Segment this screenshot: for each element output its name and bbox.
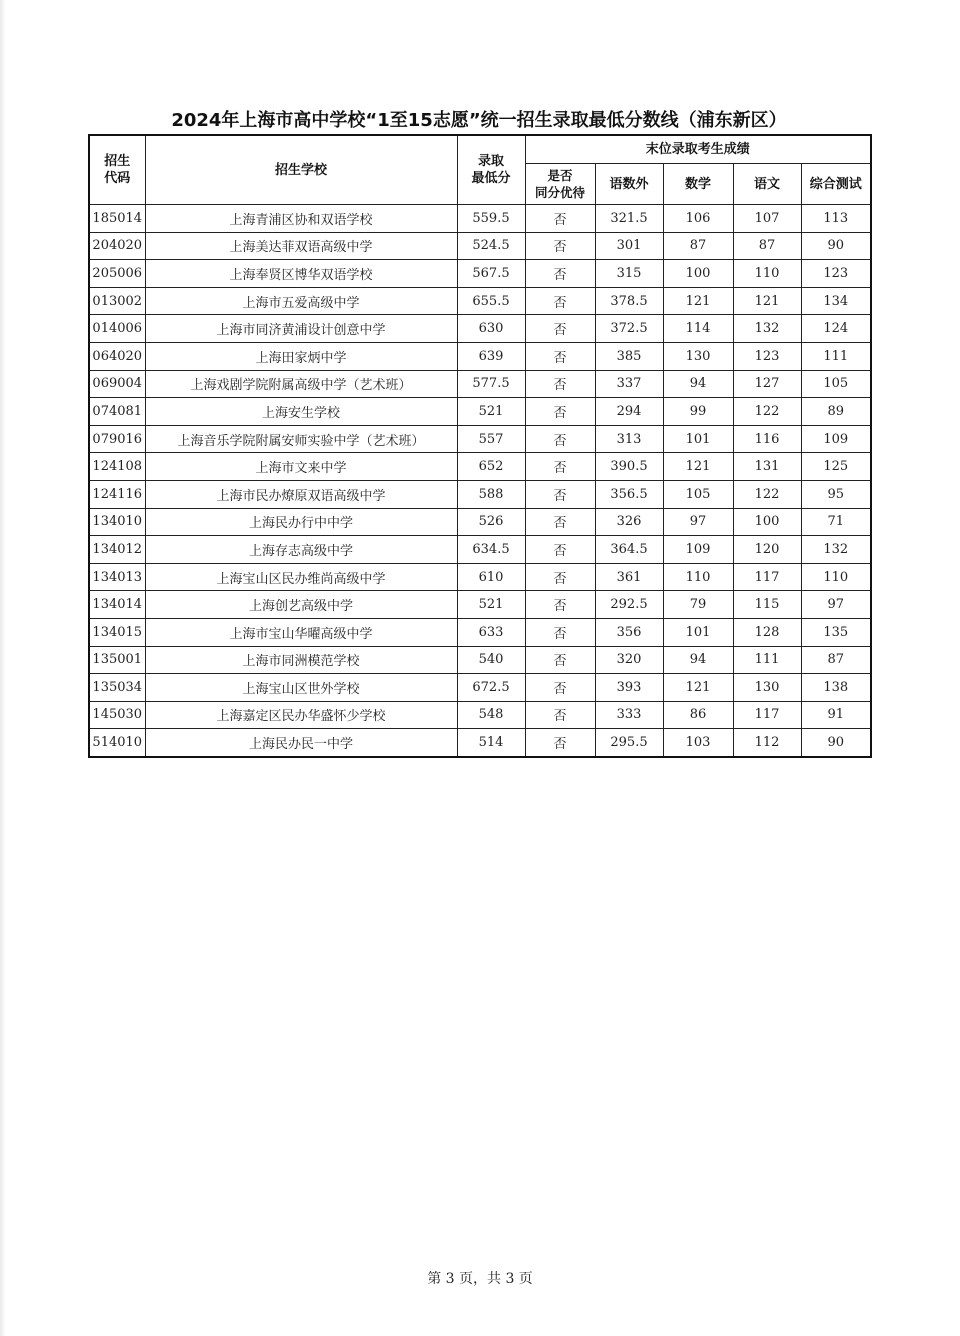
table-row xyxy=(89,591,871,619)
cell-same-score-priority: 否 xyxy=(525,563,595,591)
cell-min-score: 588 xyxy=(457,480,525,508)
cell-school: 上海民办行中中学 xyxy=(145,508,457,536)
cell-school: 上海民办民一中学 xyxy=(145,729,457,757)
cell-min-score: 557 xyxy=(457,425,525,453)
table-row xyxy=(89,674,871,702)
header-min-line2: 最低分 xyxy=(471,171,511,186)
cell-math: 121 xyxy=(663,287,733,315)
cell-chinese: 117 xyxy=(733,563,801,591)
cell-school: 上海市民办燎原双语高级中学 xyxy=(145,480,457,508)
cell-min-score: 524.5 xyxy=(457,232,525,260)
header-min-score xyxy=(457,135,525,205)
cell-chinese: 111 xyxy=(733,646,801,674)
table-header-row-1 xyxy=(89,135,871,164)
header-code xyxy=(89,135,145,205)
table-row xyxy=(89,398,871,426)
cell-min-score: 521 xyxy=(457,591,525,619)
header-comprehensive: 综合测试 xyxy=(801,164,871,205)
cell-code: 204020 xyxy=(89,232,145,260)
cell-same-score-priority: 否 xyxy=(525,453,595,481)
cell-same-score-priority: 否 xyxy=(525,205,595,233)
cell-math: 101 xyxy=(663,618,733,646)
cell-code: 079016 xyxy=(89,425,145,453)
cell-min-score: 559.5 xyxy=(457,205,525,233)
cell-comprehensive: 138 xyxy=(801,674,871,702)
table-row xyxy=(89,729,871,757)
cell-same-score-priority: 否 xyxy=(525,370,595,398)
cell-yu-shu-wai: 364.5 xyxy=(595,536,663,564)
cell-yu-shu-wai: 333 xyxy=(595,701,663,729)
table-row xyxy=(89,646,871,674)
cell-comprehensive: 91 xyxy=(801,701,871,729)
header-min-line1: 录取 xyxy=(477,154,504,169)
header-last-place-group: 末位录取考生成绩 xyxy=(525,135,871,164)
cell-chinese: 116 xyxy=(733,425,801,453)
cell-yu-shu-wai: 301 xyxy=(595,232,663,260)
cell-min-score: 577.5 xyxy=(457,370,525,398)
table-row xyxy=(89,287,871,315)
cell-comprehensive: 123 xyxy=(801,260,871,288)
cell-min-score: 633 xyxy=(457,618,525,646)
cell-math: 109 xyxy=(663,536,733,564)
cell-school: 上海美达菲双语高级中学 xyxy=(145,232,457,260)
cell-comprehensive: 105 xyxy=(801,370,871,398)
cell-school: 上海市五爱高级中学 xyxy=(145,287,457,315)
header-same-score-priority xyxy=(525,164,595,205)
cell-comprehensive: 109 xyxy=(801,425,871,453)
cell-math: 99 xyxy=(663,398,733,426)
page-number-label: 第 3 页，共 3 页 xyxy=(427,1271,533,1287)
cell-math: 106 xyxy=(663,205,733,233)
cell-yu-shu-wai: 378.5 xyxy=(595,287,663,315)
cell-school: 上海戏剧学院附属高级中学（艺术班） xyxy=(145,370,457,398)
cell-comprehensive: 132 xyxy=(801,536,871,564)
cell-school: 上海田家炳中学 xyxy=(145,342,457,370)
header-yu-shu-wai: 语数外 xyxy=(595,164,663,205)
cell-school: 上海奉贤区博华双语学校 xyxy=(145,260,457,288)
cell-yu-shu-wai: 361 xyxy=(595,563,663,591)
cell-school: 上海宝山区民办维尚高级中学 xyxy=(145,563,457,591)
cell-same-score-priority: 否 xyxy=(525,701,595,729)
cell-chinese: 107 xyxy=(733,205,801,233)
cell-chinese: 117 xyxy=(733,701,801,729)
cell-chinese: 112 xyxy=(733,729,801,757)
table-row xyxy=(89,315,871,343)
cell-same-score-priority: 否 xyxy=(525,674,595,702)
table-row xyxy=(89,618,871,646)
cell-comprehensive: 134 xyxy=(801,287,871,315)
cell-chinese: 122 xyxy=(733,398,801,426)
table-row xyxy=(89,370,871,398)
cell-yu-shu-wai: 390.5 xyxy=(595,453,663,481)
admission-score-table xyxy=(88,134,872,758)
cell-code: 134014 xyxy=(89,591,145,619)
table-body xyxy=(89,205,871,757)
cell-code: 134010 xyxy=(89,508,145,536)
cell-same-score-priority: 否 xyxy=(525,508,595,536)
cell-comprehensive: 124 xyxy=(801,315,871,343)
cell-min-score: 521 xyxy=(457,398,525,426)
cell-min-score: 652 xyxy=(457,453,525,481)
header-chinese: 语文 xyxy=(733,164,801,205)
cell-code: 013002 xyxy=(89,287,145,315)
cell-chinese: 120 xyxy=(733,536,801,564)
cell-yu-shu-wai: 393 xyxy=(595,674,663,702)
cell-min-score: 672.5 xyxy=(457,674,525,702)
table-row xyxy=(89,536,871,564)
cell-min-score: 655.5 xyxy=(457,287,525,315)
cell-school: 上海音乐学院附属安师实验中学（艺术班） xyxy=(145,425,457,453)
cell-comprehensive: 87 xyxy=(801,646,871,674)
cell-same-score-priority: 否 xyxy=(525,536,595,564)
cell-school: 上海创艺高级中学 xyxy=(145,591,457,619)
cell-chinese: 123 xyxy=(733,342,801,370)
cell-math: 105 xyxy=(663,480,733,508)
cell-same-score-priority: 否 xyxy=(525,260,595,288)
cell-comprehensive: 89 xyxy=(801,398,871,426)
cell-min-score: 514 xyxy=(457,729,525,757)
table-row xyxy=(89,701,871,729)
table-row xyxy=(89,425,871,453)
cell-same-score-priority: 否 xyxy=(525,232,595,260)
cell-comprehensive: 113 xyxy=(801,205,871,233)
cell-code: 205006 xyxy=(89,260,145,288)
document-title: 2024年上海市高中学校“1至15志愿”统一招生录取最低分数线（浦东新区） xyxy=(171,110,787,131)
cell-min-score: 567.5 xyxy=(457,260,525,288)
cell-chinese: 87 xyxy=(733,232,801,260)
cell-school: 上海市同济黄浦设计创意中学 xyxy=(145,315,457,343)
cell-math: 110 xyxy=(663,563,733,591)
cell-school: 上海市宝山华曜高级中学 xyxy=(145,618,457,646)
table-row xyxy=(89,260,871,288)
cell-yu-shu-wai: 356 xyxy=(595,618,663,646)
cell-yu-shu-wai: 295.5 xyxy=(595,729,663,757)
cell-chinese: 130 xyxy=(733,674,801,702)
cell-yu-shu-wai: 320 xyxy=(595,646,663,674)
cell-code: 145030 xyxy=(89,701,145,729)
table-row xyxy=(89,480,871,508)
cell-math: 87 xyxy=(663,232,733,260)
cell-math: 121 xyxy=(663,674,733,702)
cell-min-score: 630 xyxy=(457,315,525,343)
cell-same-score-priority: 否 xyxy=(525,342,595,370)
cell-comprehensive: 97 xyxy=(801,591,871,619)
header-school: 招生学校 xyxy=(145,135,457,205)
cell-comprehensive: 90 xyxy=(801,729,871,757)
cell-code: 135034 xyxy=(89,674,145,702)
cell-code: 124116 xyxy=(89,480,145,508)
cell-school: 上海宝山区世外学校 xyxy=(145,674,457,702)
header-code-line1: 招生 xyxy=(104,154,131,169)
cell-code: 124108 xyxy=(89,453,145,481)
cell-yu-shu-wai: 315 xyxy=(595,260,663,288)
cell-school: 上海市同洲模范学校 xyxy=(145,646,457,674)
cell-yu-shu-wai: 292.5 xyxy=(595,591,663,619)
cell-yu-shu-wai: 321.5 xyxy=(595,205,663,233)
cell-same-score-priority: 否 xyxy=(525,618,595,646)
cell-comprehensive: 95 xyxy=(801,480,871,508)
table-row xyxy=(89,232,871,260)
cell-chinese: 127 xyxy=(733,370,801,398)
cell-yu-shu-wai: 294 xyxy=(595,398,663,426)
cell-school: 上海安生学校 xyxy=(145,398,457,426)
header-priority-line2: 同分优待 xyxy=(534,185,585,200)
cell-school: 上海市文来中学 xyxy=(145,453,457,481)
cell-math: 97 xyxy=(663,508,733,536)
cell-math: 94 xyxy=(663,646,733,674)
cell-min-score: 526 xyxy=(457,508,525,536)
cell-min-score: 548 xyxy=(457,701,525,729)
cell-code: 514010 xyxy=(89,729,145,757)
table-row xyxy=(89,205,871,233)
cell-comprehensive: 71 xyxy=(801,508,871,536)
table-row xyxy=(89,342,871,370)
cell-same-score-priority: 否 xyxy=(525,646,595,674)
cell-code: 185014 xyxy=(89,205,145,233)
header-code-line2: 代码 xyxy=(104,171,131,186)
cell-same-score-priority: 否 xyxy=(525,425,595,453)
cell-yu-shu-wai: 337 xyxy=(595,370,663,398)
cell-code: 134012 xyxy=(89,536,145,564)
cell-code: 069004 xyxy=(89,370,145,398)
cell-math: 100 xyxy=(663,260,733,288)
cell-yu-shu-wai: 356.5 xyxy=(595,480,663,508)
cell-chinese: 121 xyxy=(733,287,801,315)
cell-chinese: 128 xyxy=(733,618,801,646)
header-math: 数学 xyxy=(663,164,733,205)
cell-min-score: 540 xyxy=(457,646,525,674)
cell-same-score-priority: 否 xyxy=(525,729,595,757)
cell-comprehensive: 110 xyxy=(801,563,871,591)
cell-yu-shu-wai: 372.5 xyxy=(595,315,663,343)
cell-chinese: 100 xyxy=(733,508,801,536)
header-priority-line1: 是否 xyxy=(547,168,573,183)
cell-math: 79 xyxy=(663,591,733,619)
cell-math: 114 xyxy=(663,315,733,343)
cell-same-score-priority: 否 xyxy=(525,398,595,426)
cell-chinese: 115 xyxy=(733,591,801,619)
cell-math: 121 xyxy=(663,453,733,481)
cell-comprehensive: 111 xyxy=(801,342,871,370)
cell-math: 101 xyxy=(663,425,733,453)
cell-same-score-priority: 否 xyxy=(525,315,595,343)
table-row xyxy=(89,563,871,591)
cell-same-score-priority: 否 xyxy=(525,287,595,315)
cell-chinese: 132 xyxy=(733,315,801,343)
cell-yu-shu-wai: 313 xyxy=(595,425,663,453)
cell-school: 上海青浦区协和双语学校 xyxy=(145,205,457,233)
cell-comprehensive: 125 xyxy=(801,453,871,481)
cell-math: 130 xyxy=(663,342,733,370)
cell-yu-shu-wai: 326 xyxy=(595,508,663,536)
cell-chinese: 122 xyxy=(733,480,801,508)
cell-math: 86 xyxy=(663,701,733,729)
cell-same-score-priority: 否 xyxy=(525,480,595,508)
cell-math: 94 xyxy=(663,370,733,398)
cell-code: 064020 xyxy=(89,342,145,370)
cell-code: 135001 xyxy=(89,646,145,674)
table-row xyxy=(89,508,871,536)
cell-same-score-priority: 否 xyxy=(525,591,595,619)
cell-min-score: 610 xyxy=(457,563,525,591)
cell-code: 014006 xyxy=(89,315,145,343)
cell-yu-shu-wai: 385 xyxy=(595,342,663,370)
cell-comprehensive: 90 xyxy=(801,232,871,260)
cell-code: 134015 xyxy=(89,618,145,646)
cell-code: 134013 xyxy=(89,563,145,591)
cell-min-score: 639 xyxy=(457,342,525,370)
cell-chinese: 131 xyxy=(733,453,801,481)
cell-school: 上海存志高级中学 xyxy=(145,536,457,564)
table-row xyxy=(89,453,871,481)
cell-comprehensive: 135 xyxy=(801,618,871,646)
cell-chinese: 110 xyxy=(733,260,801,288)
page-footer xyxy=(0,1268,960,1288)
cell-math: 103 xyxy=(663,729,733,757)
page-edge-shadow xyxy=(0,0,6,1336)
cell-code: 074081 xyxy=(89,398,145,426)
cell-school: 上海嘉定区民办华盛怀少学校 xyxy=(145,701,457,729)
cell-min-score: 634.5 xyxy=(457,536,525,564)
